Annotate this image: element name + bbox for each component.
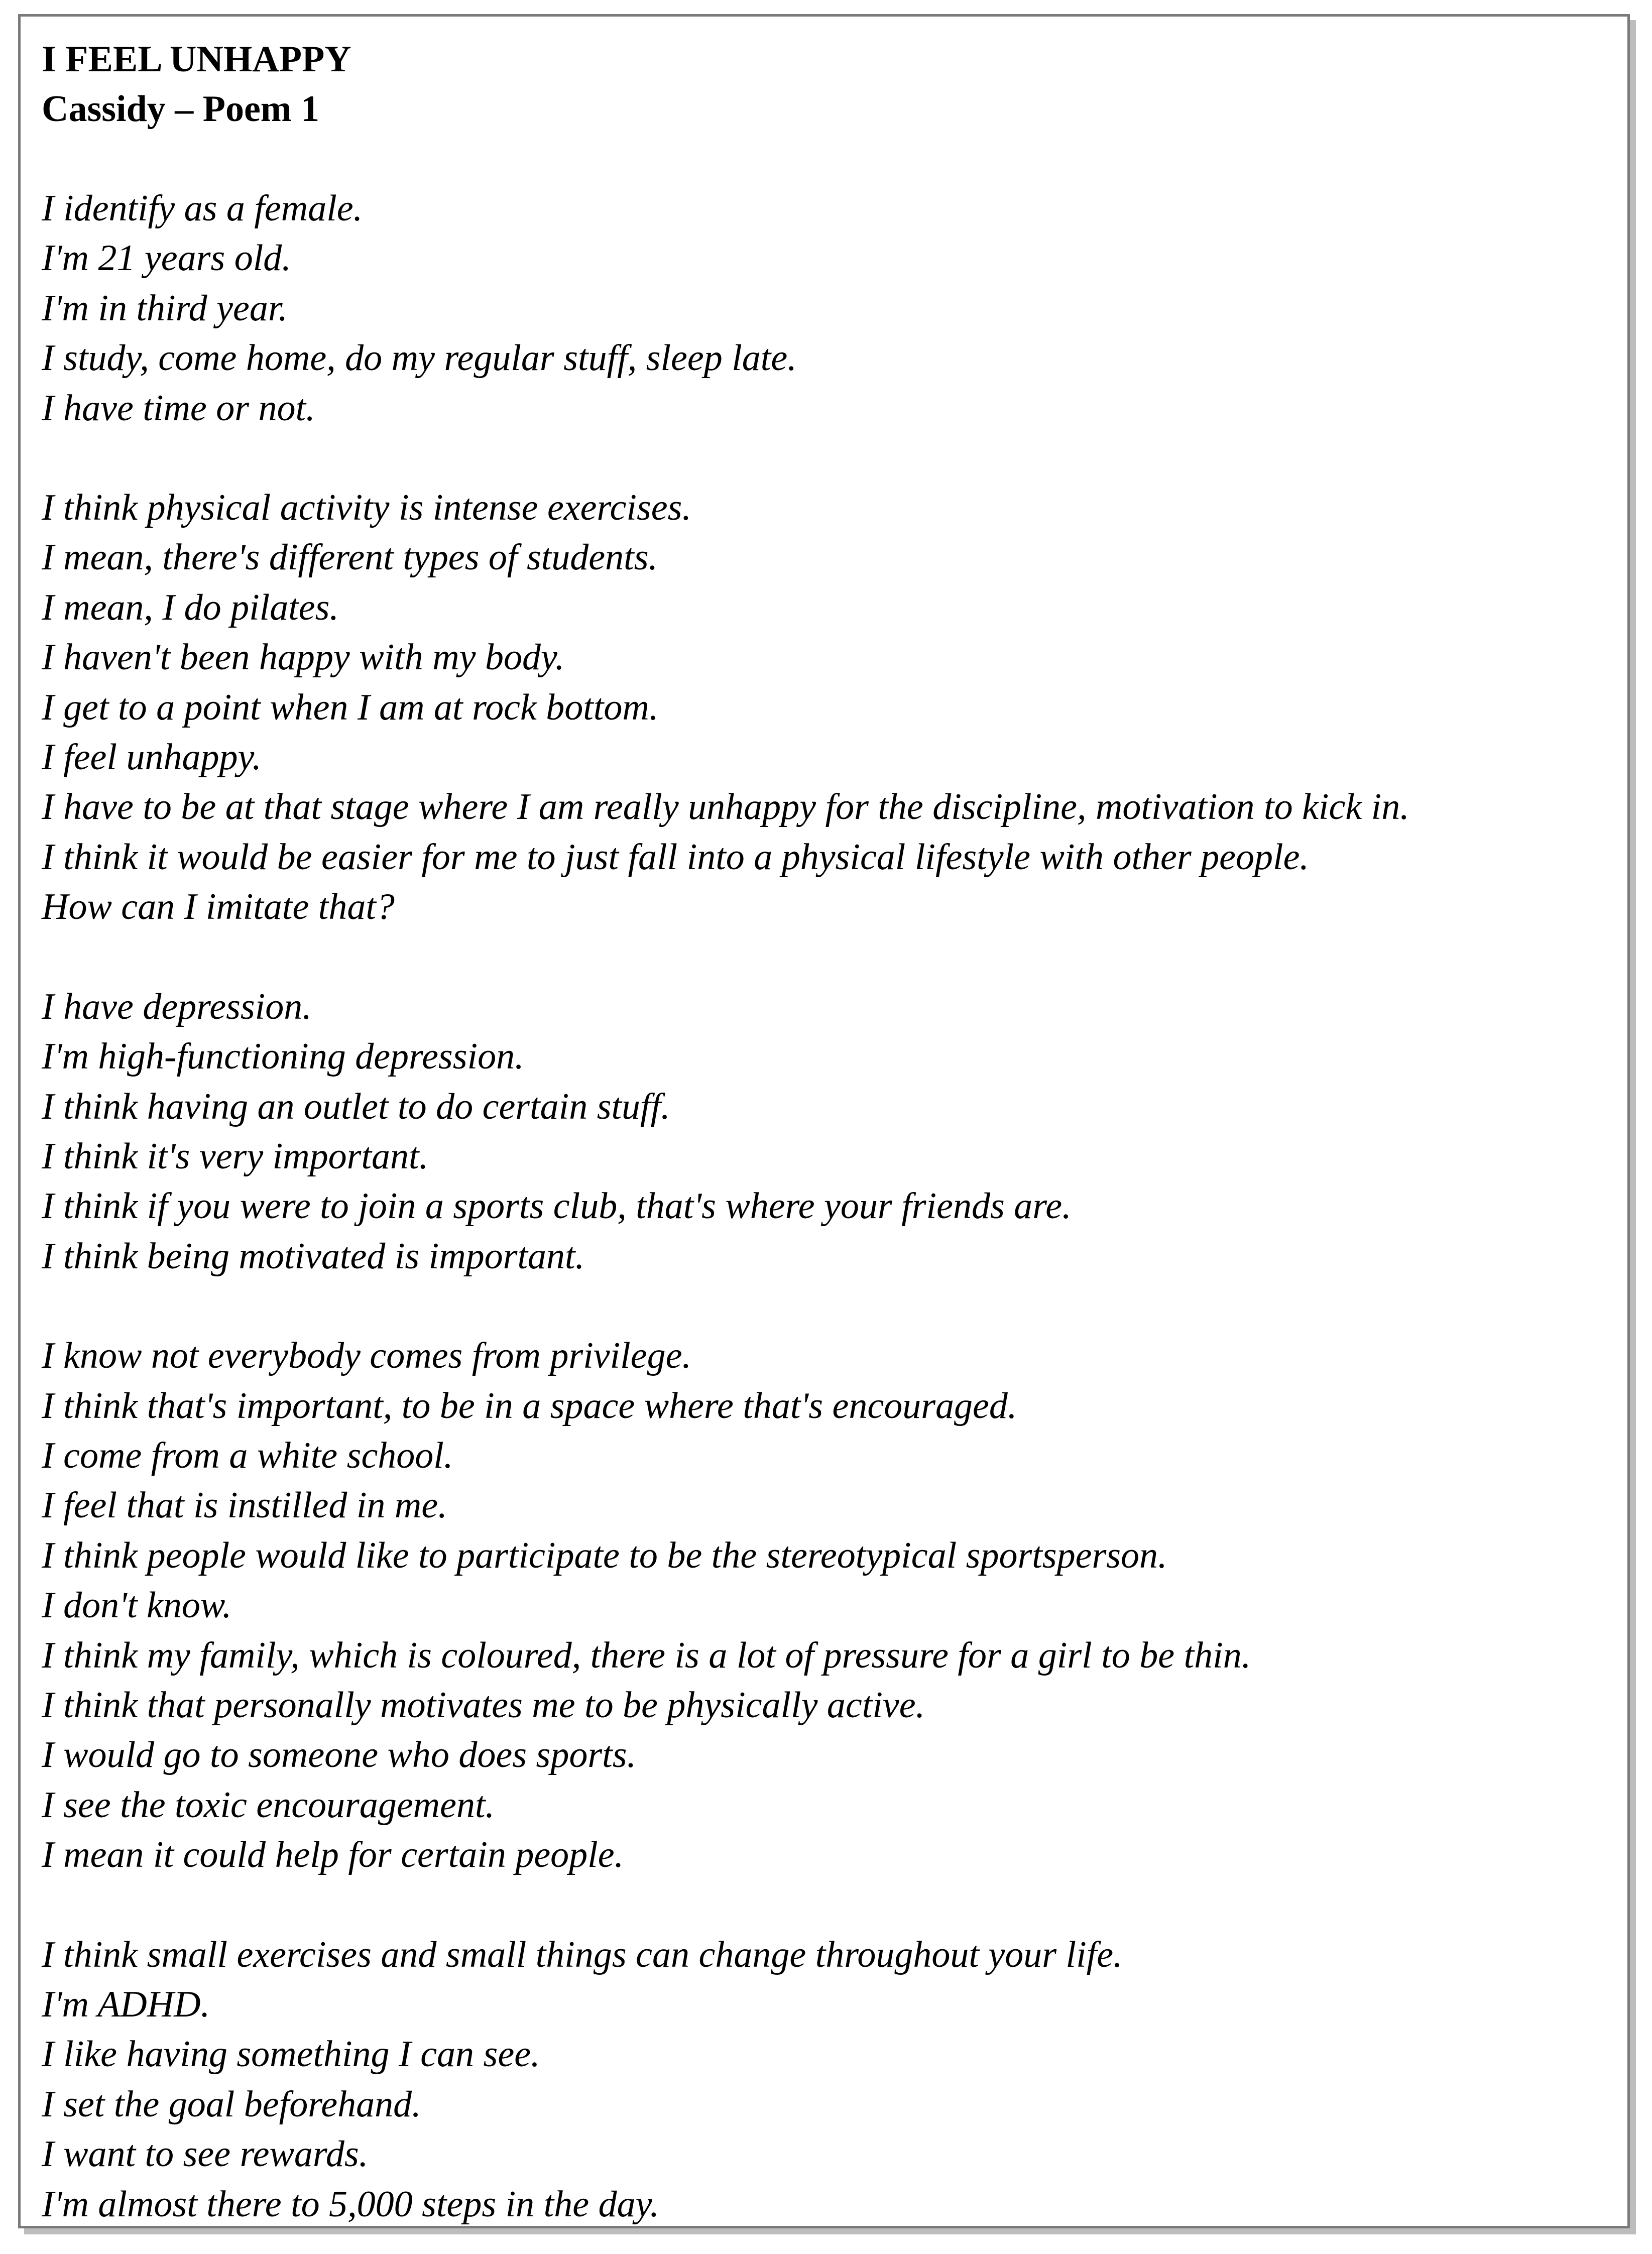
poem-line: I have to be at that stage where I am really unhappy for the discipline, motivation to kick in. [42, 786, 1409, 828]
poem-subtitle: Cassidy – Poem 1 [42, 88, 319, 130]
stanza-2 [42, 483, 1607, 932]
stanza-4 [42, 1331, 1607, 1880]
poem-line: I'm in third year. [42, 287, 288, 329]
poem-line: I mean it could help for certain people. [42, 1834, 624, 1876]
poem-line: I think it would be easier for me to just fall into a physical lifestyle with other people. [42, 836, 1309, 878]
stanza-1 [42, 184, 1607, 433]
poem-line: I mean, I do pilates. [42, 586, 339, 628]
poem-line: I feel unhappy. [42, 737, 262, 778]
poem-line: I have time or not. [42, 387, 315, 429]
poem-line: I like having something I can see. [42, 2034, 540, 2075]
poem-line: I'm almost there to 5,000 steps in the day. [42, 2183, 659, 2225]
poem-line: I don't know. [42, 1585, 232, 1626]
stanza-5 [42, 1930, 1607, 2229]
poem-line: I think people would like to participate to be the stereotypical sportsperson. [42, 1534, 1167, 1576]
poem-line: I would go to someone who does sports. [42, 1734, 636, 1776]
poem-line: I think it's very important. [42, 1135, 429, 1177]
poem-line: I have depression. [42, 986, 312, 1027]
poem-line: I think that personally motivates me to be physically active. [42, 1684, 925, 1726]
poem-line: I'm ADHD. [42, 1984, 210, 2025]
poem-line: I haven't been happy with my body. [42, 637, 565, 678]
poem-line: I come from a white school. [42, 1435, 453, 1476]
poem-line: I see the toxic encouragement. [42, 1784, 495, 1826]
poem-line: I think having an outlet to do certain stuff. [42, 1086, 670, 1127]
poem-line: I think physical activity is intense exercises. [42, 487, 691, 529]
poem-line: I think small exercises and small things can change throughout your life. [42, 1934, 1123, 1975]
poem-line: I'm 21 years old. [42, 238, 291, 279]
poem-content [42, 35, 1607, 2229]
poem-line: I'm high-functioning depression. [42, 1036, 524, 1078]
poem-frame [18, 14, 1630, 2228]
poem-line: I know not everybody comes from privilege. [42, 1335, 691, 1377]
poem-line: I want to see rewards. [42, 2133, 369, 2175]
poem-title: I FEEL UNHAPPY [42, 39, 351, 80]
poem-line: I study, come home, do my regular stuff, sleep late. [42, 337, 797, 379]
poem-line: I think if you were to join a sports club, that's where your friends are. [42, 1185, 1072, 1227]
poem-line: I think my family, which is coloured, there is a lot of pressure for a girl to be thin. [42, 1634, 1251, 1676]
poem-line: I think that's important, to be in a space where that's encouraged. [42, 1385, 1017, 1427]
poem-line: How can I imitate that? [42, 886, 395, 928]
poem-line: I identify as a female. [42, 188, 363, 229]
poem-line: I get to a point when I am at rock bottom. [42, 686, 659, 728]
stanza-3 [42, 982, 1607, 1281]
poem-line: I mean, there's different types of students. [42, 537, 658, 578]
poem-line: I feel that is instilled in me. [42, 1485, 447, 1526]
poem-line: I set the goal beforehand. [42, 2083, 421, 2125]
poem-line: I think being motivated is important. [42, 1235, 585, 1277]
